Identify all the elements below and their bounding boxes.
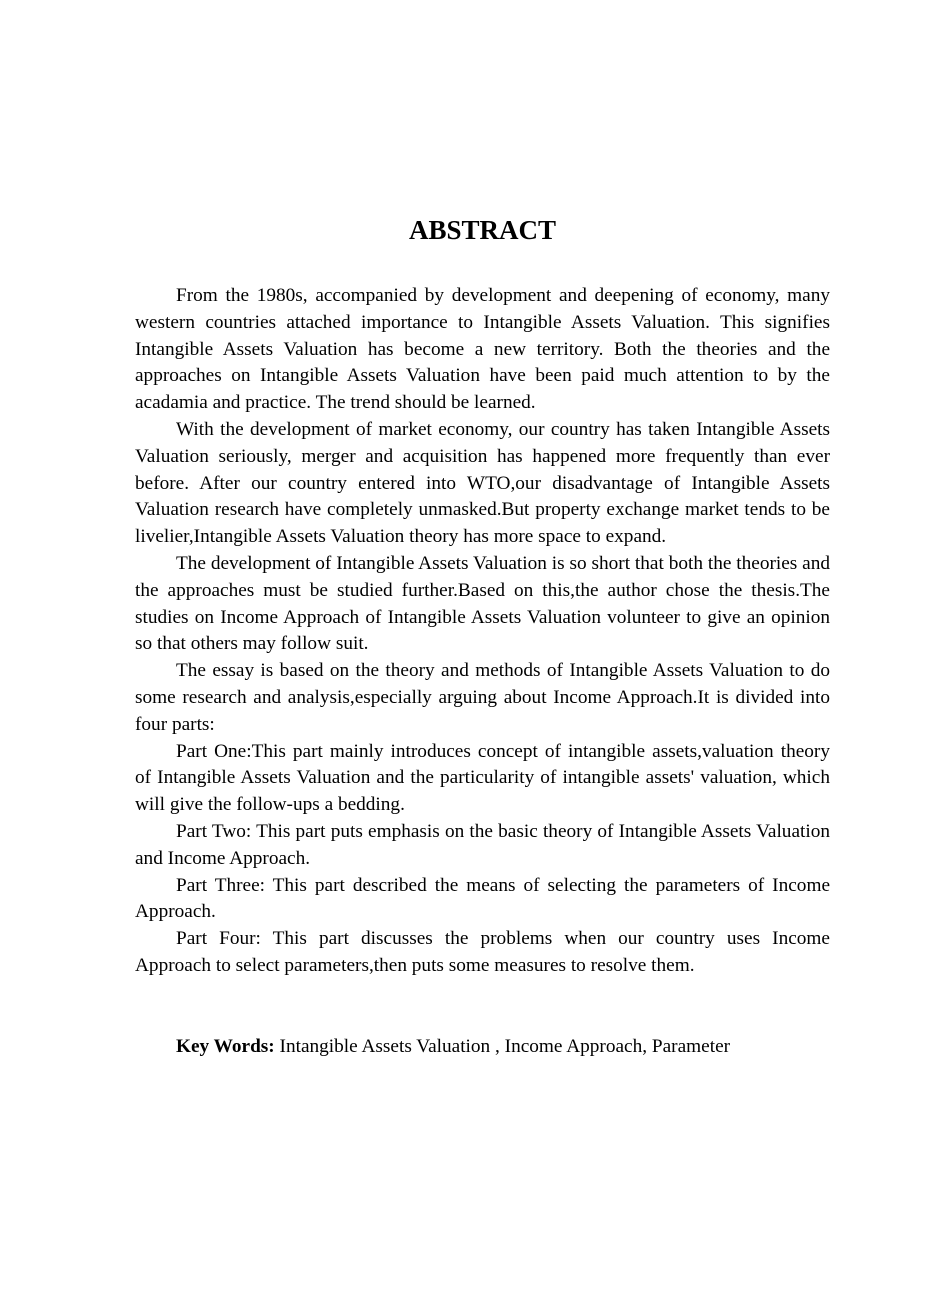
abstract-paragraph-7: Part Three: This part described the means of selecting the parameters of Income Approach. [135, 874, 830, 923]
abstract-paragraph-8: Part Four: This part discusses the problems when our country uses Income Approach to select parameters,then puts some measures to resolve them. [135, 928, 830, 976]
abstract-paragraph-6: Part Two: This part puts emphasis on the basic theory of Intangible Assets Valuation and Income Approach. [135, 820, 830, 869]
abstract-title: ABSTRACT [408, 215, 557, 245]
keywords-label: Key Words: [176, 1036, 275, 1057]
abstract-body [135, 283, 830, 980]
abstract-paragraph-4: The essay is based on the theory and methods of Intangible Assets Valuation to do some research and analysis,especially arguing about Income Approach.It is divided into four parts: [135, 660, 830, 735]
keywords-line [135, 1034, 830, 1061]
abstract-paragraph-2: With the development of market economy, our country has taken Intangible Assets Valuation seriously, merger and acquisition has happened more frequently than ever before. After our country entered into WTO,our disadvantage of Intangible Assets Valuation research have completely unmasked.But property exchange market tends to be livelier,Intangible Assets Valuation theory has more space to expand. [135, 418, 830, 548]
keywords-text: Intangible Assets Valuation , Income Approach, Parameter [274, 1036, 731, 1057]
abstract-paragraph-3: The development of Intangible Assets Valuation is so short that both the theories and the approaches must be studied further.Based on this,the author chose the thesis.The studies on Income Approach of Intangible Assets Valuation volunteer to give an opinion so that others may follow suit. [135, 552, 830, 655]
abstract-paragraph-5: Part One:This part mainly introduces concept of intangible assets,valuation theory of Intangible Assets Valuation and the particularity of intangible assets' valuation, which will give the follow-ups a bedding. [135, 740, 830, 816]
abstract-paragraph-1: From the 1980s, accompanied by development and deepening of economy, many western countries attached importance to Intangible Assets Valuation. This signifies Intangible Assets Valuation has become a new territory. Both the theories and the approaches on Intangible Assets Valuation have been paid much attention to by the acadamia and practice. The trend should be learned. [135, 285, 830, 414]
